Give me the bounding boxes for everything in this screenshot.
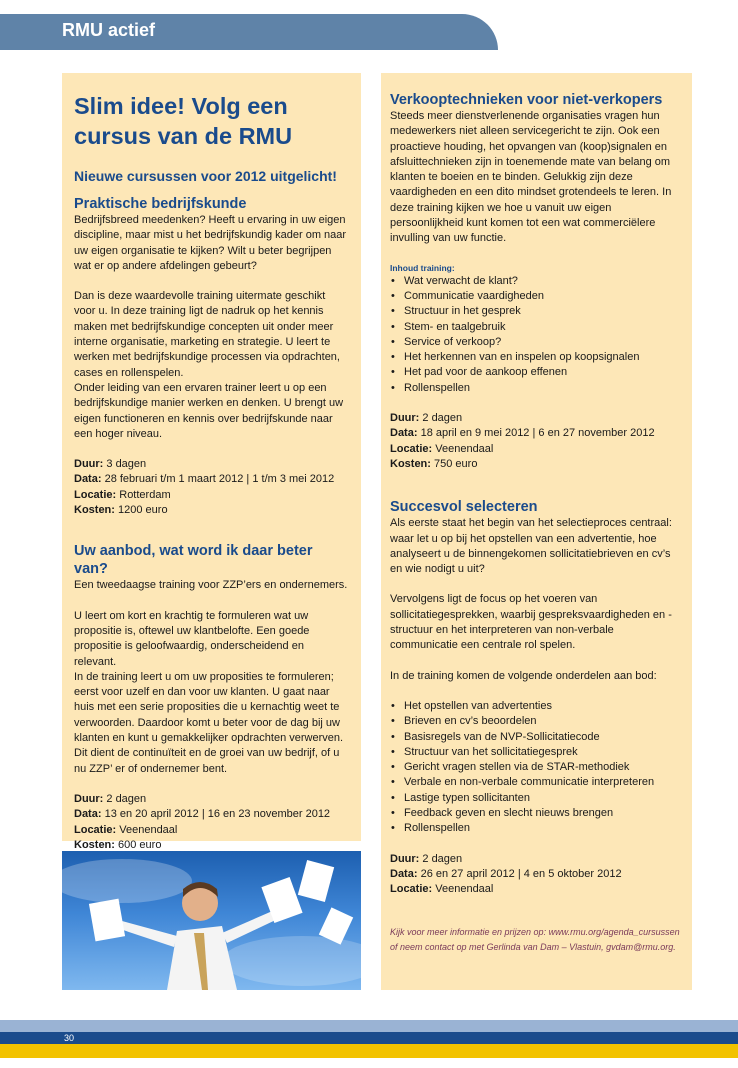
course-location: Locatie: Rotterdam xyxy=(74,488,171,501)
page-number: 30 xyxy=(64,1033,75,1043)
course-duration: Duur: 2 dagen xyxy=(390,412,463,425)
list-item: • Structuur van het sollicitatiegesprek xyxy=(390,745,683,760)
list-item: • Rollenspellen xyxy=(390,381,683,396)
list-item: • Structuur in het gesprek xyxy=(390,304,683,319)
content-label: Inhoud training: xyxy=(390,262,455,273)
right-column xyxy=(381,73,692,990)
course-heading: Succesvol selecteren xyxy=(390,499,538,516)
course-content-list xyxy=(390,274,683,396)
page-title: Slim idee! Volg een cursus van de RMU xyxy=(74,93,293,149)
section-header-bar xyxy=(0,14,498,50)
section-title: RMU actief xyxy=(62,20,156,40)
footer-stripe-light xyxy=(0,1020,738,1032)
list-item: • Het herkennen van en inspelen op koopsignalen xyxy=(390,350,683,365)
left-column xyxy=(62,73,361,851)
footer-stripe-yellow xyxy=(0,1044,738,1058)
course-cost: Kosten: 1200 euro xyxy=(74,504,168,517)
list-item: • Feedback geven en slecht nieuws brengen xyxy=(390,806,683,821)
course-dates: Data: 13 en 20 april 2012 | 16 en 23 november 2012 xyxy=(74,808,331,821)
list-item: • Wat verwacht de klant? xyxy=(390,274,683,289)
course-location: Locatie: Veenendaal xyxy=(390,883,494,896)
course-paragraph: Onder leiding van een ervaren trainer leert u op een bedrijfskundige manier werken en denken. U brengt uw eigen functioneren en kennis over bedrijfskunde naar een hoger niveau. xyxy=(74,381,344,440)
list-item: • Rollenspellen xyxy=(390,821,683,836)
list-item: • Basisregels van de NVP-Sollicitatiecode xyxy=(390,730,683,745)
subtitle: Nieuwe cursussen voor 2012 uitgelicht! xyxy=(74,168,337,184)
course-heading: Uw aanbod, wat word ik daar beter van? xyxy=(74,543,313,578)
course-location: Locatie: Veenendaal xyxy=(390,442,494,455)
list-item: • Verbale en non-verbale communicatie interpreteren xyxy=(390,775,683,790)
course-paragraph: Vervolgens ligt de focus op het voeren van sollicitatiegesprekken, waarbij gespreksvaardigheden en -structuur en het interpreteren van non-verbale communicatie een centrale rol spelen. xyxy=(390,593,672,652)
course-dates: Data: 18 april en 9 mei 2012 | 6 en 27 november 2012 xyxy=(390,427,655,440)
course-paragraph: U leert om kort en krachtig te formuleren wat uw propositie is, oftewel uw klantbelofte. Een goede propositie is geloofwaardig, onderscheidend en relevant. xyxy=(74,609,310,668)
course-paragraph: In de training leert u om uw proposities te formuleren; eerst voor uzelf en dan voor uw klanten. U gaat naar huis met een serie proposities die u kernachtig weet te verwoorden. Daardoor komt u beter voor de dag bij uw klanten en kunt u gemakkelijker opdrachten verwerven. Dit dient de continuïteit en de groei van uw bedrijf, of u nu ZZP’ er of ondernemer bent. xyxy=(74,670,344,775)
course-location: Locatie: Veenendaal xyxy=(74,823,178,836)
footer-stripe-dark xyxy=(0,1032,738,1044)
course-duration: Duur: 3 dagen xyxy=(74,458,147,471)
more-info-note: Kijk voor meer informatie en prijzen op: www.rmu.org/agenda_cursussen of neem contact op met Gerlinda van Dam – Vlastuin, gvdam@rmu.org. xyxy=(390,927,680,953)
course-cost: Kosten: 600 euro xyxy=(74,838,162,851)
course-duration: Duur: 2 dagen xyxy=(74,792,147,805)
course-heading: Praktische bedrijfskunde xyxy=(74,196,247,212)
photo-man-with-papers xyxy=(62,851,361,990)
course-paragraph: Steeds meer dienstverlenende organisaties vragen hun medewerkers niet alleen servicegericht te zijn. Ook een proactieve houding, het opvangen van (koop)signalen en afsluittechnieken zijn in toenemende mate van belang om klanten te boeien en te binden. Gelukkig zijn deze vaardigheden en een dito mindset grotendeels te leren. In deze training kijken we hoe u vanuit uw eigen persoonlijkheid kunt komen tot een wat commerciëlere invulling van uw functie. xyxy=(390,110,672,245)
course-dates: Data: 28 februari t/m 1 maart 2012 | 1 t/m 3 mei 2012 xyxy=(74,473,335,486)
course-intro: Een tweedaagse training voor ZZP’ers en ondernemers. xyxy=(74,579,348,592)
course-duration: Duur: 2 dagen xyxy=(390,852,463,865)
course-paragraph: In de training komen de volgende onderdelen aan bod: xyxy=(390,669,657,682)
course-paragraph: Als eerste staat het begin van het selectieproces centraal: waar let u op bij het opstellen van een advertentie, hoe analyseert u de binnengekomen sollicitatiebrieven en cv’s en wie nodigt u uit? xyxy=(390,517,672,576)
course-dates: Data: 26 en 27 april 2012 | 4 en 5 oktober 2012 xyxy=(390,867,622,880)
course-paragraph: Bedrijfsbreed meedenken? Heeft u ervaring in uw eigen discipline, maar mist u het bedrijfskundig kader om naar uw eigen organisatie te kijken? Wilt u beter begrijpen wat er op andere afdelingen gebeurt? xyxy=(74,214,347,272)
list-item: • Service of verkoop? xyxy=(390,335,683,350)
list-item: • Lastige typen sollicitanten xyxy=(390,791,683,806)
list-item: • Gericht vragen stellen via de STAR-methodiek xyxy=(390,760,683,775)
course-content-list xyxy=(390,699,683,837)
course-paragraph: Dan is deze waardevolle training uitermate geschikt voor u. In deze training ligt de nadruk op het kennis maken met bedrijfskundige concepten uit onder meer interne organisatie, marketing en strategie. U leert te werken met bedrijfskundige processen via opdrachten, cases en rollenspelen. xyxy=(74,290,340,379)
list-item: • Het pad voor de aankoop effenen xyxy=(390,365,683,380)
course-heading: Verkooptechnieken voor niet-verkopers xyxy=(390,92,663,108)
list-item: • Brieven en cv’s beoordelen xyxy=(390,714,683,729)
photo-illustration xyxy=(62,851,361,990)
list-item: • Stem- en taalgebruik xyxy=(390,320,683,335)
list-item: • Het opstellen van advertenties xyxy=(390,699,683,714)
course-cost: Kosten: 750 euro xyxy=(390,457,478,470)
list-item: • Communicatie vaardigheden xyxy=(390,289,683,304)
